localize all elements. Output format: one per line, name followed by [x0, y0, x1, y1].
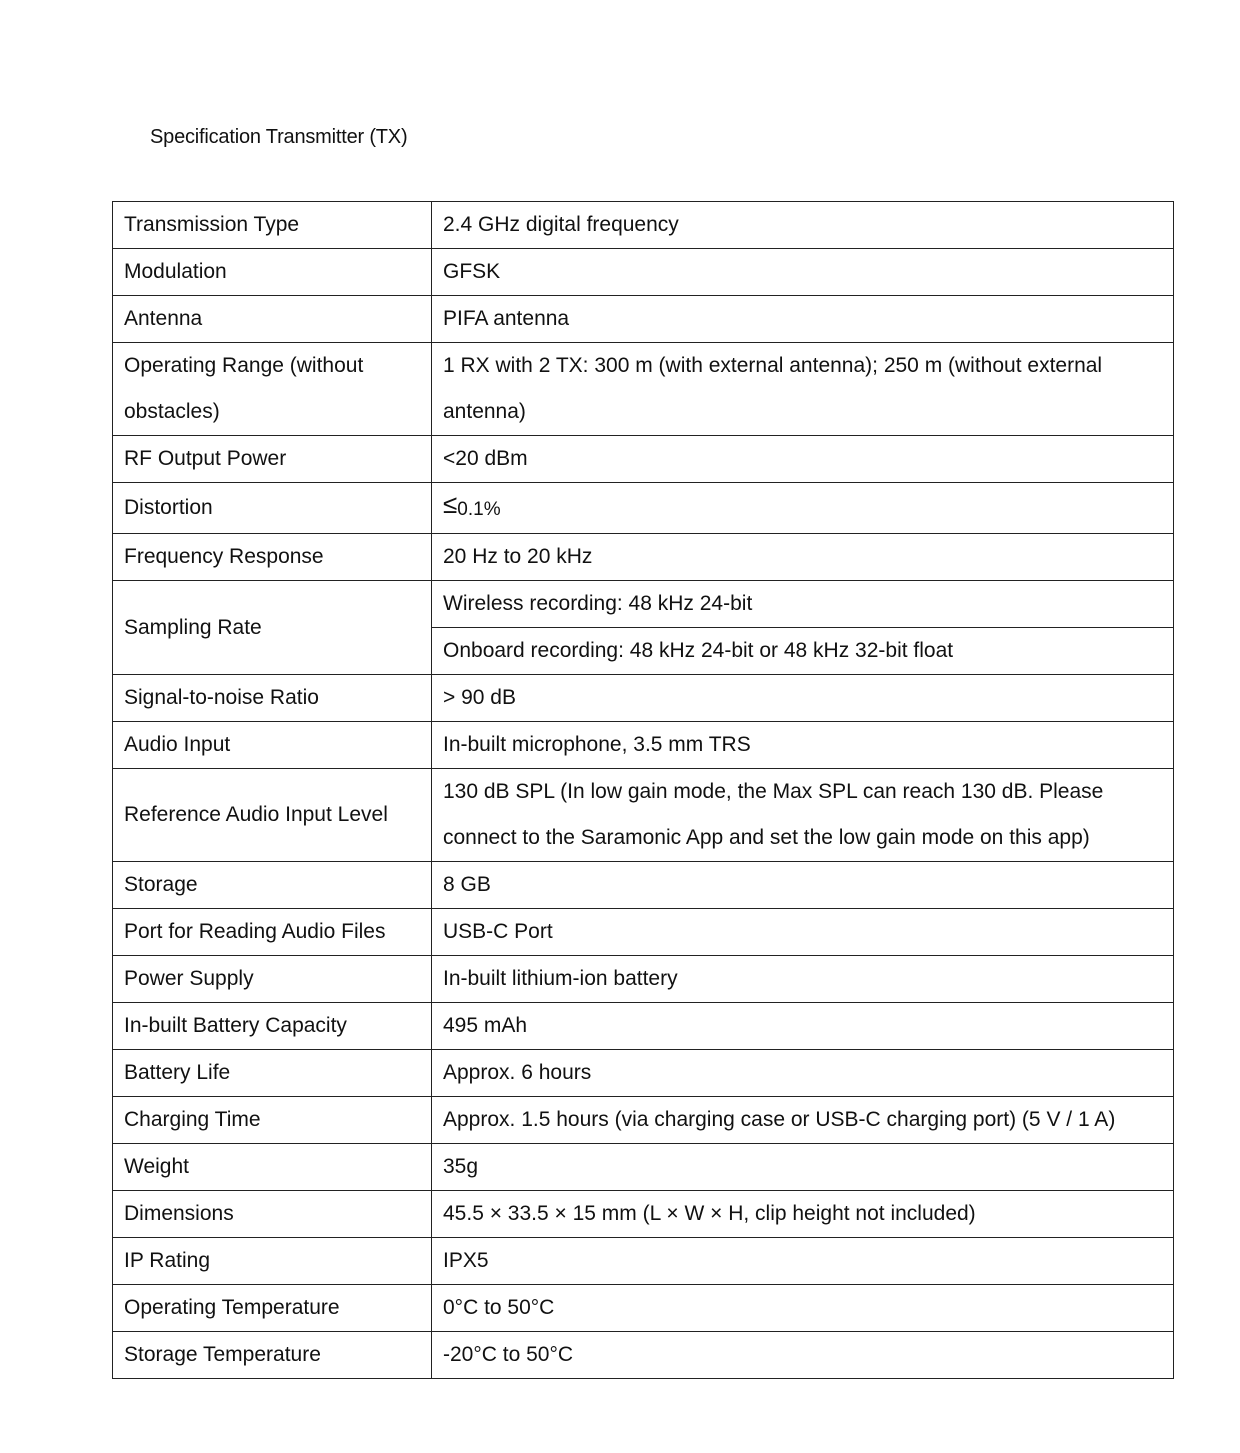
- spec-value: GFSK: [432, 249, 1174, 296]
- spec-label: Operating Temperature: [113, 1285, 432, 1332]
- spec-value: PIFA antenna: [432, 296, 1174, 343]
- spec-value: Onboard recording: 48 kHz 24-bit or 48 kHz 32-bit float: [432, 628, 1174, 675]
- spec-label: IP Rating: [113, 1238, 432, 1285]
- spec-value: <20 dBm: [432, 436, 1174, 483]
- spec-label: Charging Time: [113, 1097, 432, 1144]
- table-row: [113, 675, 1174, 722]
- spec-value: Approx. 6 hours: [432, 1050, 1174, 1097]
- spec-label: Sampling Rate: [113, 581, 432, 675]
- spec-value: USB-C Port: [432, 909, 1174, 956]
- spec-label: RF Output Power: [113, 436, 432, 483]
- spec-label: Distortion: [113, 483, 432, 534]
- spec-label: Transmission Type: [113, 202, 432, 249]
- table-row: [113, 1050, 1174, 1097]
- spec-label: Dimensions: [113, 1191, 432, 1238]
- spec-value: Approx. 1.5 hours (via charging case or USB-C charging port) (5 V / 1 A): [432, 1097, 1174, 1144]
- spec-label: Audio Input: [113, 722, 432, 769]
- spec-table: [112, 201, 1174, 1379]
- spec-value: IPX5: [432, 1238, 1174, 1285]
- spec-label: Signal-to-noise Ratio: [113, 675, 432, 722]
- table-row: [113, 249, 1174, 296]
- spec-label: Modulation: [113, 249, 432, 296]
- table-row: [113, 1238, 1174, 1285]
- spec-value: In-built lithium-ion battery: [432, 956, 1174, 1003]
- spec-value: 2.4 GHz digital frequency: [432, 202, 1174, 249]
- spec-value: > 90 dB: [432, 675, 1174, 722]
- spec-value: 8 GB: [432, 862, 1174, 909]
- table-row: [113, 296, 1174, 343]
- table-row: [113, 1003, 1174, 1050]
- spec-label: Frequency Response: [113, 534, 432, 581]
- spec-value: 495 mAh: [432, 1003, 1174, 1050]
- leq-symbol: ≤: [443, 489, 458, 519]
- spec-value: 1 RX with 2 TX: 300 m (with external antenna); 250 m (without external antenna): [432, 343, 1174, 436]
- table-row: [113, 483, 1174, 534]
- spec-label: Weight: [113, 1144, 432, 1191]
- table-row: [113, 581, 1174, 628]
- spec-label: Antenna: [113, 296, 432, 343]
- spec-value: [432, 483, 1174, 534]
- page-title: Specification Transmitter (TX): [150, 126, 408, 148]
- table-row: [113, 956, 1174, 1003]
- distortion-value: 0.1%: [457, 499, 501, 520]
- spec-value: 130 dB SPL (In low gain mode, the Max SPL can reach 130 dB. Please connect to the Saramonic App and set the low gain mode on this app): [432, 769, 1174, 862]
- table-row: [113, 202, 1174, 249]
- spec-label: Operating Range (without obstacles): [113, 343, 432, 436]
- spec-label: Port for Reading Audio Files: [113, 909, 432, 956]
- spec-value: 35g: [432, 1144, 1174, 1191]
- spec-label: Battery Life: [113, 1050, 432, 1097]
- table-row: [113, 343, 1174, 436]
- table-row: [113, 436, 1174, 483]
- table-row: [113, 1332, 1174, 1379]
- table-row: [113, 769, 1174, 862]
- table-row: [113, 862, 1174, 909]
- spec-value: -20°C to 50°C: [432, 1332, 1174, 1379]
- spec-value: In-built microphone, 3.5 mm TRS: [432, 722, 1174, 769]
- spec-label: Reference Audio Input Level: [113, 769, 432, 862]
- table-row: [113, 909, 1174, 956]
- table-row: [113, 1144, 1174, 1191]
- spec-value: Wireless recording: 48 kHz 24-bit: [432, 581, 1174, 628]
- table-row: [113, 1285, 1174, 1332]
- table-row: [113, 722, 1174, 769]
- table-row: [113, 534, 1174, 581]
- table-row: [113, 1191, 1174, 1238]
- spec-value: 20 Hz to 20 kHz: [432, 534, 1174, 581]
- table-row: [113, 1097, 1174, 1144]
- spec-label: Storage: [113, 862, 432, 909]
- spec-label: Power Supply: [113, 956, 432, 1003]
- spec-label: Storage Temperature: [113, 1332, 432, 1379]
- spec-value: 0°C to 50°C: [432, 1285, 1174, 1332]
- spec-label: In-built Battery Capacity: [113, 1003, 432, 1050]
- spec-value: 45.5 × 33.5 × 15 mm (L × W × H, clip height not included): [432, 1191, 1174, 1238]
